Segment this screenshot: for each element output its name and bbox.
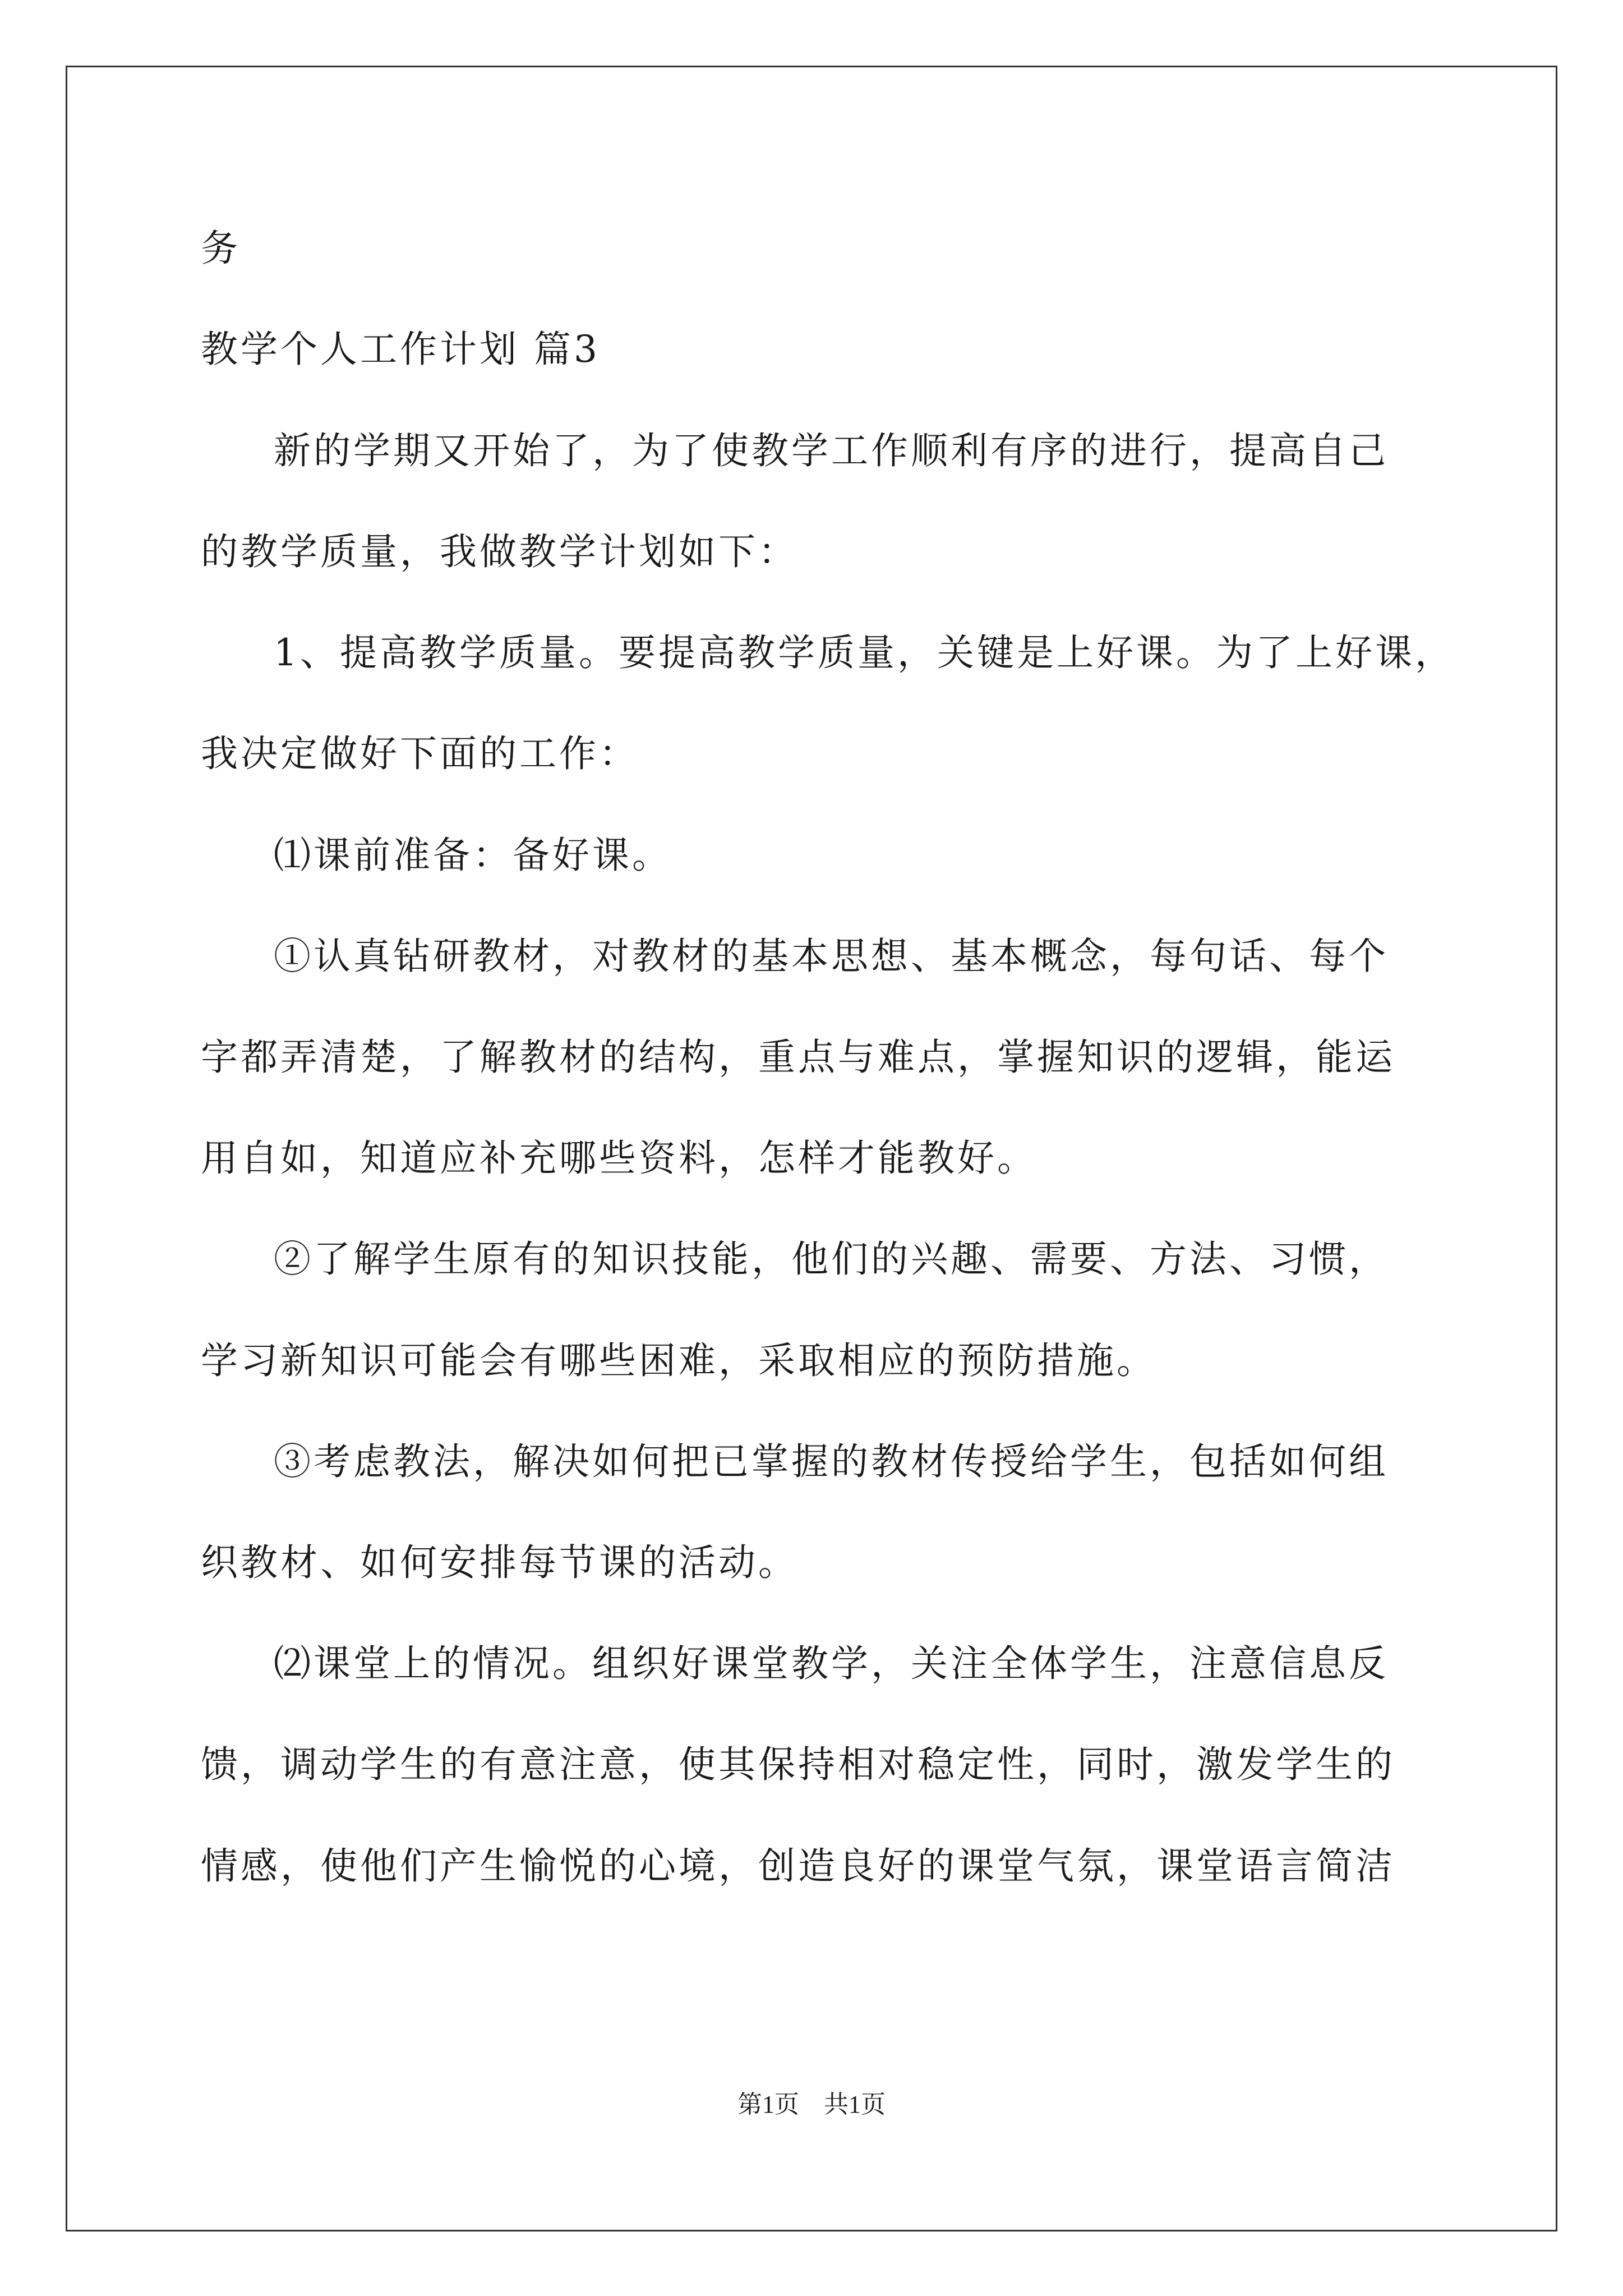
item-1-line-1: 1、提高教学质量。要提高教学质量，关键是上好课。为了上好课， [274,631,1455,674]
subitem-2-line-2: 馈，调动学生的有意注意，使其保持相对稳定性，同时，激发学生的 [201,1743,1395,1786]
subitem-2-line-1: ⑵课堂上的情况。组织好课堂教学，关注全体学生，注意信息反 [274,1642,1389,1685]
point-1-line-3: 用自如，知道应补充哪些资料，怎样才能教好。 [201,1137,1037,1180]
item-1-line-2: 我决定做好下面的工作： [201,732,639,775]
text-line-continuation: 务 [201,227,241,270]
paragraph-intro-line-1: 新的学期又开始了，为了使教学工作顺利有序的进行，提高自己 [274,429,1389,472]
point-3-line-2: 织教材、如何安排每节课的活动。 [201,1541,798,1584]
paragraph-intro-line-2: 的教学质量，我做教学计划如下： [201,530,798,573]
point-2-line-1: ②了解学生原有的知识技能，他们的兴趣、需要、方法、习惯， [274,1237,1389,1281]
point-3-line-1: ③考虑教法，解决如何把已掌握的教材传授给学生，包括如何组 [274,1440,1389,1483]
point-1-line-1: ①认真钻研教材，对教材的基本思想、基本概念，每句话、每个 [274,935,1389,978]
subitem-1-heading: ⑴课前准备：备好课。 [274,834,672,877]
point-1-line-2: 字都弄清楚，了解教材的结构，重点与难点，掌握知识的逻辑，能运 [201,1036,1395,1079]
point-2-line-2: 学习新知识可能会有哪些困难，采取相应的预防措施。 [201,1339,1156,1382]
section-heading: 教学个人工作计划 篇3 [201,328,600,371]
page-footer: 第1页 共1页 [737,2091,886,2118]
subitem-2-line-3: 情感，使他们产生愉悦的心境，创造良好的课堂气氛，课堂语言简洁 [201,1844,1395,1888]
